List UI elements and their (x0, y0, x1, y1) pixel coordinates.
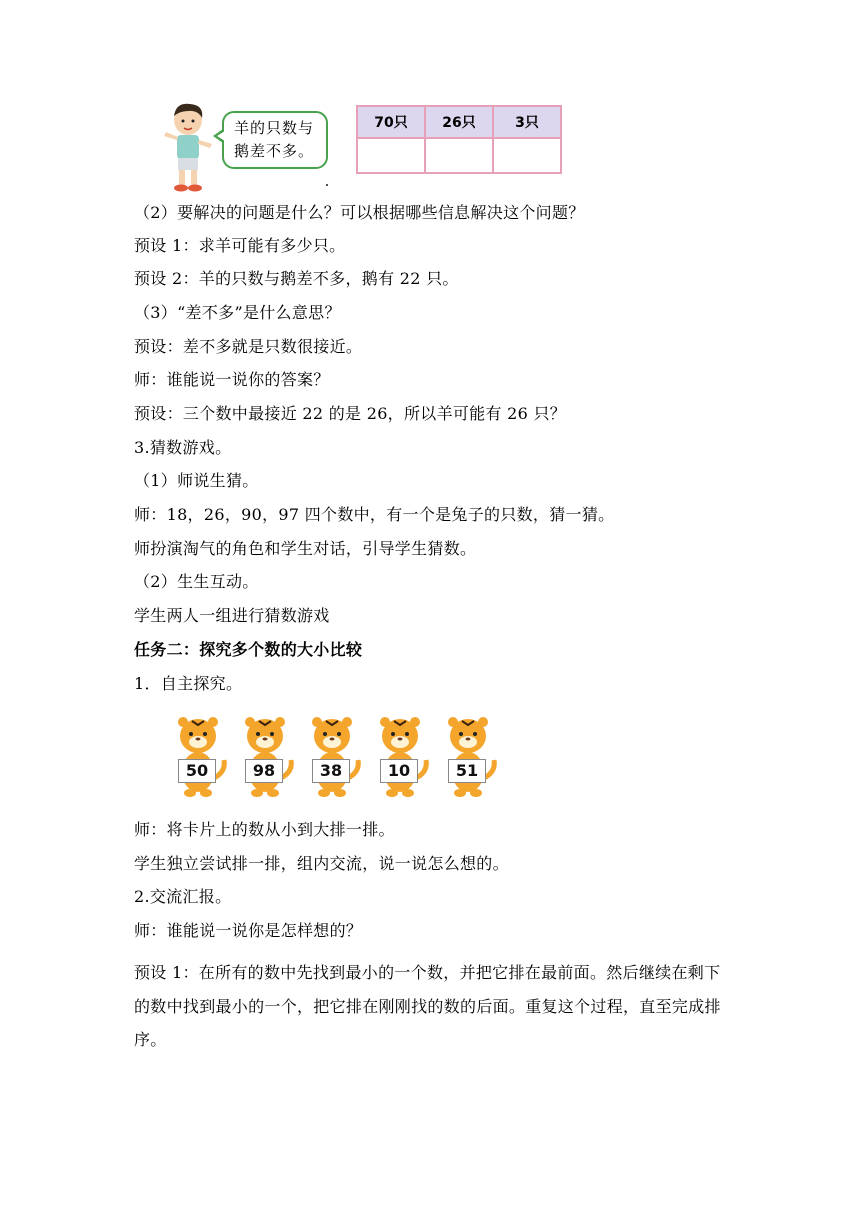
tiger-card (300, 712, 364, 798)
answer-cell (493, 138, 561, 173)
sub-step-1: （1）师说生猜。 (134, 471, 259, 490)
bubble-line-2: 鹅差不多。 (234, 142, 315, 160)
speech-bubble (222, 111, 328, 169)
tiger-icon (233, 712, 297, 798)
teacher-line-2: 师：18，26，90，97 四个数中，有一个是兔子的只数，猜一猜。 (134, 505, 615, 524)
tiger-icon (166, 712, 230, 798)
bubble-line-1: 羊的只数与 (234, 119, 315, 137)
tiger-card-number: 50 (178, 759, 216, 783)
tiger-card-number: 98 (245, 759, 283, 783)
note-line-3: 学生独立尝试排一排，组内交流，说一说怎么想的。 (134, 854, 509, 873)
teacher-line-4: 师：谁能说一说你是怎样想的？ (134, 921, 363, 940)
note-line-1: 师扮演淘气的角色和学生对话，引导学生猜数。 (134, 539, 477, 558)
preset-2: 预设 2：羊的只数与鹅差不多，鹅有 22 只。 (134, 269, 459, 288)
tiger-card (166, 712, 230, 798)
tiger-card (233, 712, 297, 798)
stray-mark (326, 184, 328, 186)
options-table (356, 105, 562, 174)
option-cell: 3只 (493, 106, 561, 138)
tiger-icon (436, 712, 500, 798)
preset-meaning: 预设：差不多就是只数很接近。 (134, 337, 363, 356)
tiger-card (436, 712, 500, 798)
tiger-card-number: 38 (312, 759, 350, 783)
option-cell: 26只 (425, 106, 493, 138)
preset-answer: 预设：三个数中最接近 22 的是 26，所以羊可能有 26 只？ (134, 404, 567, 423)
tiger-cards-illustration (166, 712, 506, 802)
answer-cell (425, 138, 493, 173)
step-1-heading: 1．自主探究。 (134, 674, 243, 693)
task-2-heading: 任务二：探究多个数的大小比较 (134, 640, 363, 659)
tiger-icon (300, 712, 364, 798)
option-cell: 70只 (357, 106, 425, 138)
teacher-line-1: 师：谁能说一说你的答案？ (134, 370, 330, 389)
question-3: （3）“差不多”是什么意思？ (134, 303, 341, 322)
sub-step-2: （2）生生互动。 (134, 572, 259, 591)
question-2: （2）要解决的问题是什么？可以根据哪些信息解决这个问题？ (134, 203, 585, 222)
tiger-card-number: 10 (380, 759, 418, 783)
note-line-2: 学生两人一组进行猜数游戏 (134, 606, 330, 625)
teacher-line-3: 师：将卡片上的数从小到大排一排。 (134, 820, 395, 839)
preset-1: 预设 1：求羊可能有多少只。 (134, 236, 346, 255)
section-3-heading: 3.猜数游戏。 (134, 438, 232, 457)
step-2-heading: 2.交流汇报。 (134, 887, 232, 906)
tiger-card-number: 51 (448, 759, 486, 783)
tiger-card (368, 712, 432, 798)
tiger-icon (368, 712, 432, 798)
answer-cell (357, 138, 425, 173)
boy-illustration (158, 100, 218, 194)
preset-sorting-paragraph: 预设 1：在所有的数中先找到最小的一个数，并把它排在最前面。然后继续在剩下的数中找到最小的一个，把它排在刚刚找的数的后面。重复这个过程，直至完成排序。 (134, 963, 721, 1049)
